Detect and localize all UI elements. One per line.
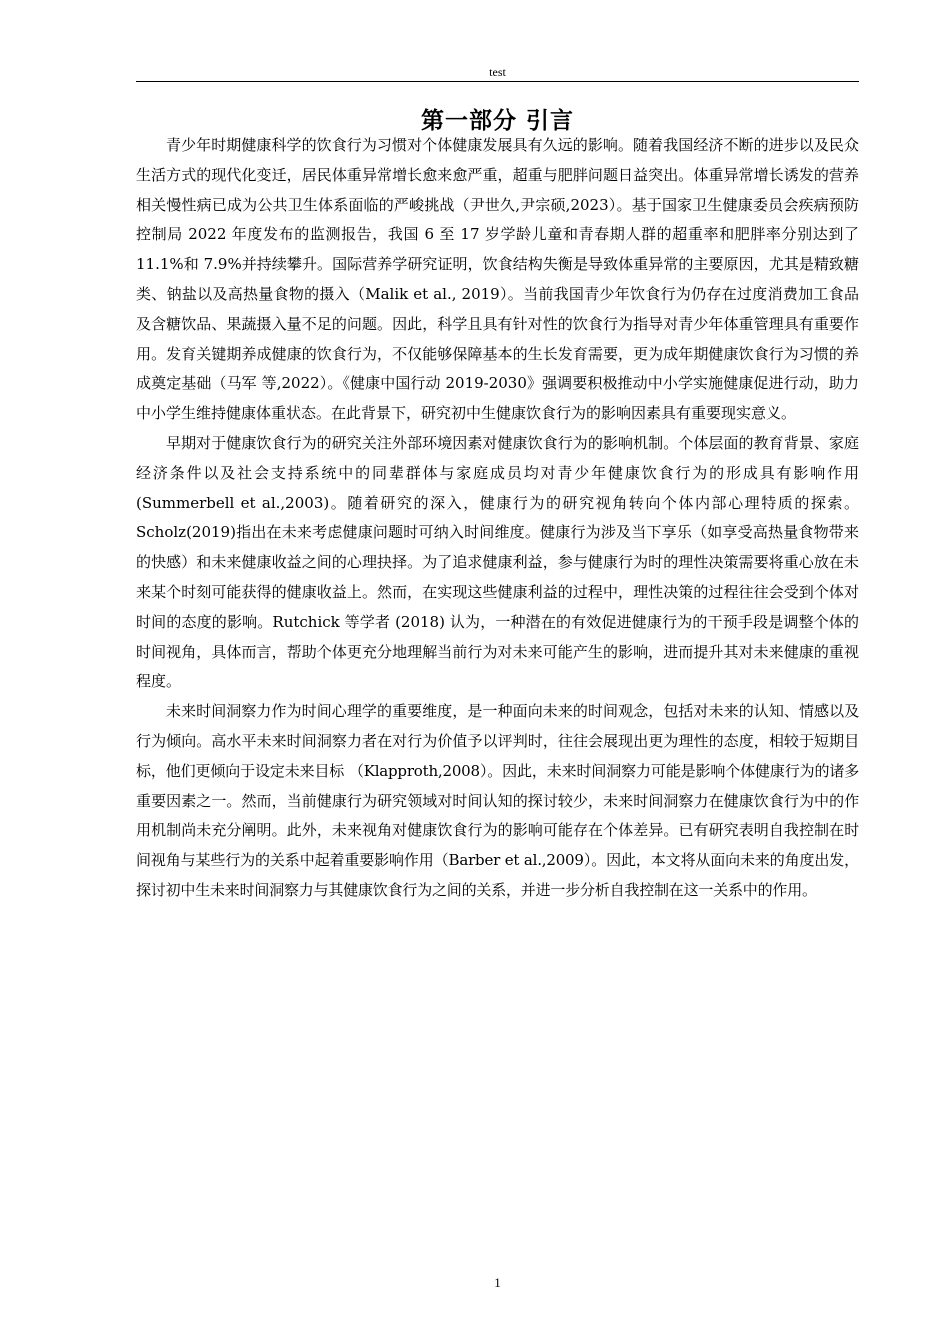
paragraph-3: 未来时间洞察力作为时间心理学的重要维度，是一种面向未来的时间观念，包括对未来的认知、情感以及行为倾向。高水平未来时间洞察力者在对行为价值予以评判时，往往会展现出更为理性的态度，相较于短期目标，他们更倾向于设定未来目标 （Klapproth,2008）。因此，未来时间洞察力可能是影响个体健康行为的诸多重要因素之一。然而，当前健康行为研究领域对时间认知的探讨较少，未来时间洞察力在健康饮食行为中的作用机制尚未充分阐明。此外，未来视角对健康饮食行为的影响可能存在个体差异。已有研究表明自我控制在时间视角与某些行为的关系中起着重要影响作用（Barber et al.,2009）。因此，本文将从面向未来的角度出发，探讨初中生未来时间洞察力与其健康饮食行为之间的关系，并进一步分析自我控制在这一关系中的作用。 [136, 702, 859, 899]
paragraph-2: 早期对于健康饮食行为的研究关注外部环境因素对健康饮食行为的影响机制。个体层面的教育背景、家庭经济条件以及社会支持系统中的同辈群体与家庭成员均对青少年健康饮食行为的形成具有影响作用(Summerbell et al.,2003)。随着研究的深入，健康行为的研究视角转向个体内部心理特质的探索。Scholz(2019)指出在未来考虑健康问题时可纳入时间维度。健康行为涉及当下享乐（如享受高热量食物带来的快感）和未来健康收益之间的心理抉择。为了追求健康利益，参与健康行为时的理性决策需要将重心放在未来某个时刻可能获得的健康收益上。然而，在实现这些健康利益的过程中，理性决策的过程往往会受到个体对时间的态度的影响。Rutchick 等学者 (2018) 认为，一种潜在的有效促进健康行为的干预手段是调整个体的时间视角，具体而言，帮助个体更充分地理解当前行为对未来可能产生的影响，进而提升其对未来健康的重视程度。 [136, 433, 859, 691]
paragraph-1: 青少年时期健康科学的饮食行为习惯对个体健康发展具有久远的影响。随着我国经济不断的进步以及民众生活方式的现代化变迁，居民体重异常增长愈来愈严重，超重与肥胖问题日益突出。体重异常增长诱发的营养相关慢性病已成为公共卫生体系面临的严峻挑战（尹世久,尹宗硕,2023）。基于国家卫生健康委员会疾病预防控制局 2022 年度发布的监测报告，我国 6 至 17 岁学龄儿童和青春期人群的超重率和肥胖率分别达到了 11.1%和 7.9%并持续攀升。国际营养学研究证明，饮食结构失衡是导致体重异常的主要原因，尤其是精致糖类、钠盐以及高热量食物的摄入（Malik et al., 2019）。当前我国青少年饮食行为仍存在过度消费加工食品及含糖饮品、果蔬摄入量不足的问题。因此，科学且具有针对性的饮食行为指导对青少年体重管理具有重要作用。发育关键期养成健康的饮食行为，不仅能够保障基本的生长发育需要，更为成年期健康饮食行为习惯的养成奠定基础（马军 等,2022）。《健康中国行动 2019-2030》强调要积极推动中小学实施健康促进行动，助力中小学生维持健康体重状态。在此背景下，研究初中生健康饮食行为的影响因素具有重要现实意义。 [136, 136, 859, 423]
header-divider [136, 81, 859, 82]
section-title: 第一部分 引言 [420, 108, 574, 135]
page-number: 1 [494, 1275, 501, 1290]
body-text [136, 131, 859, 906]
page-header: test [489, 65, 506, 79]
